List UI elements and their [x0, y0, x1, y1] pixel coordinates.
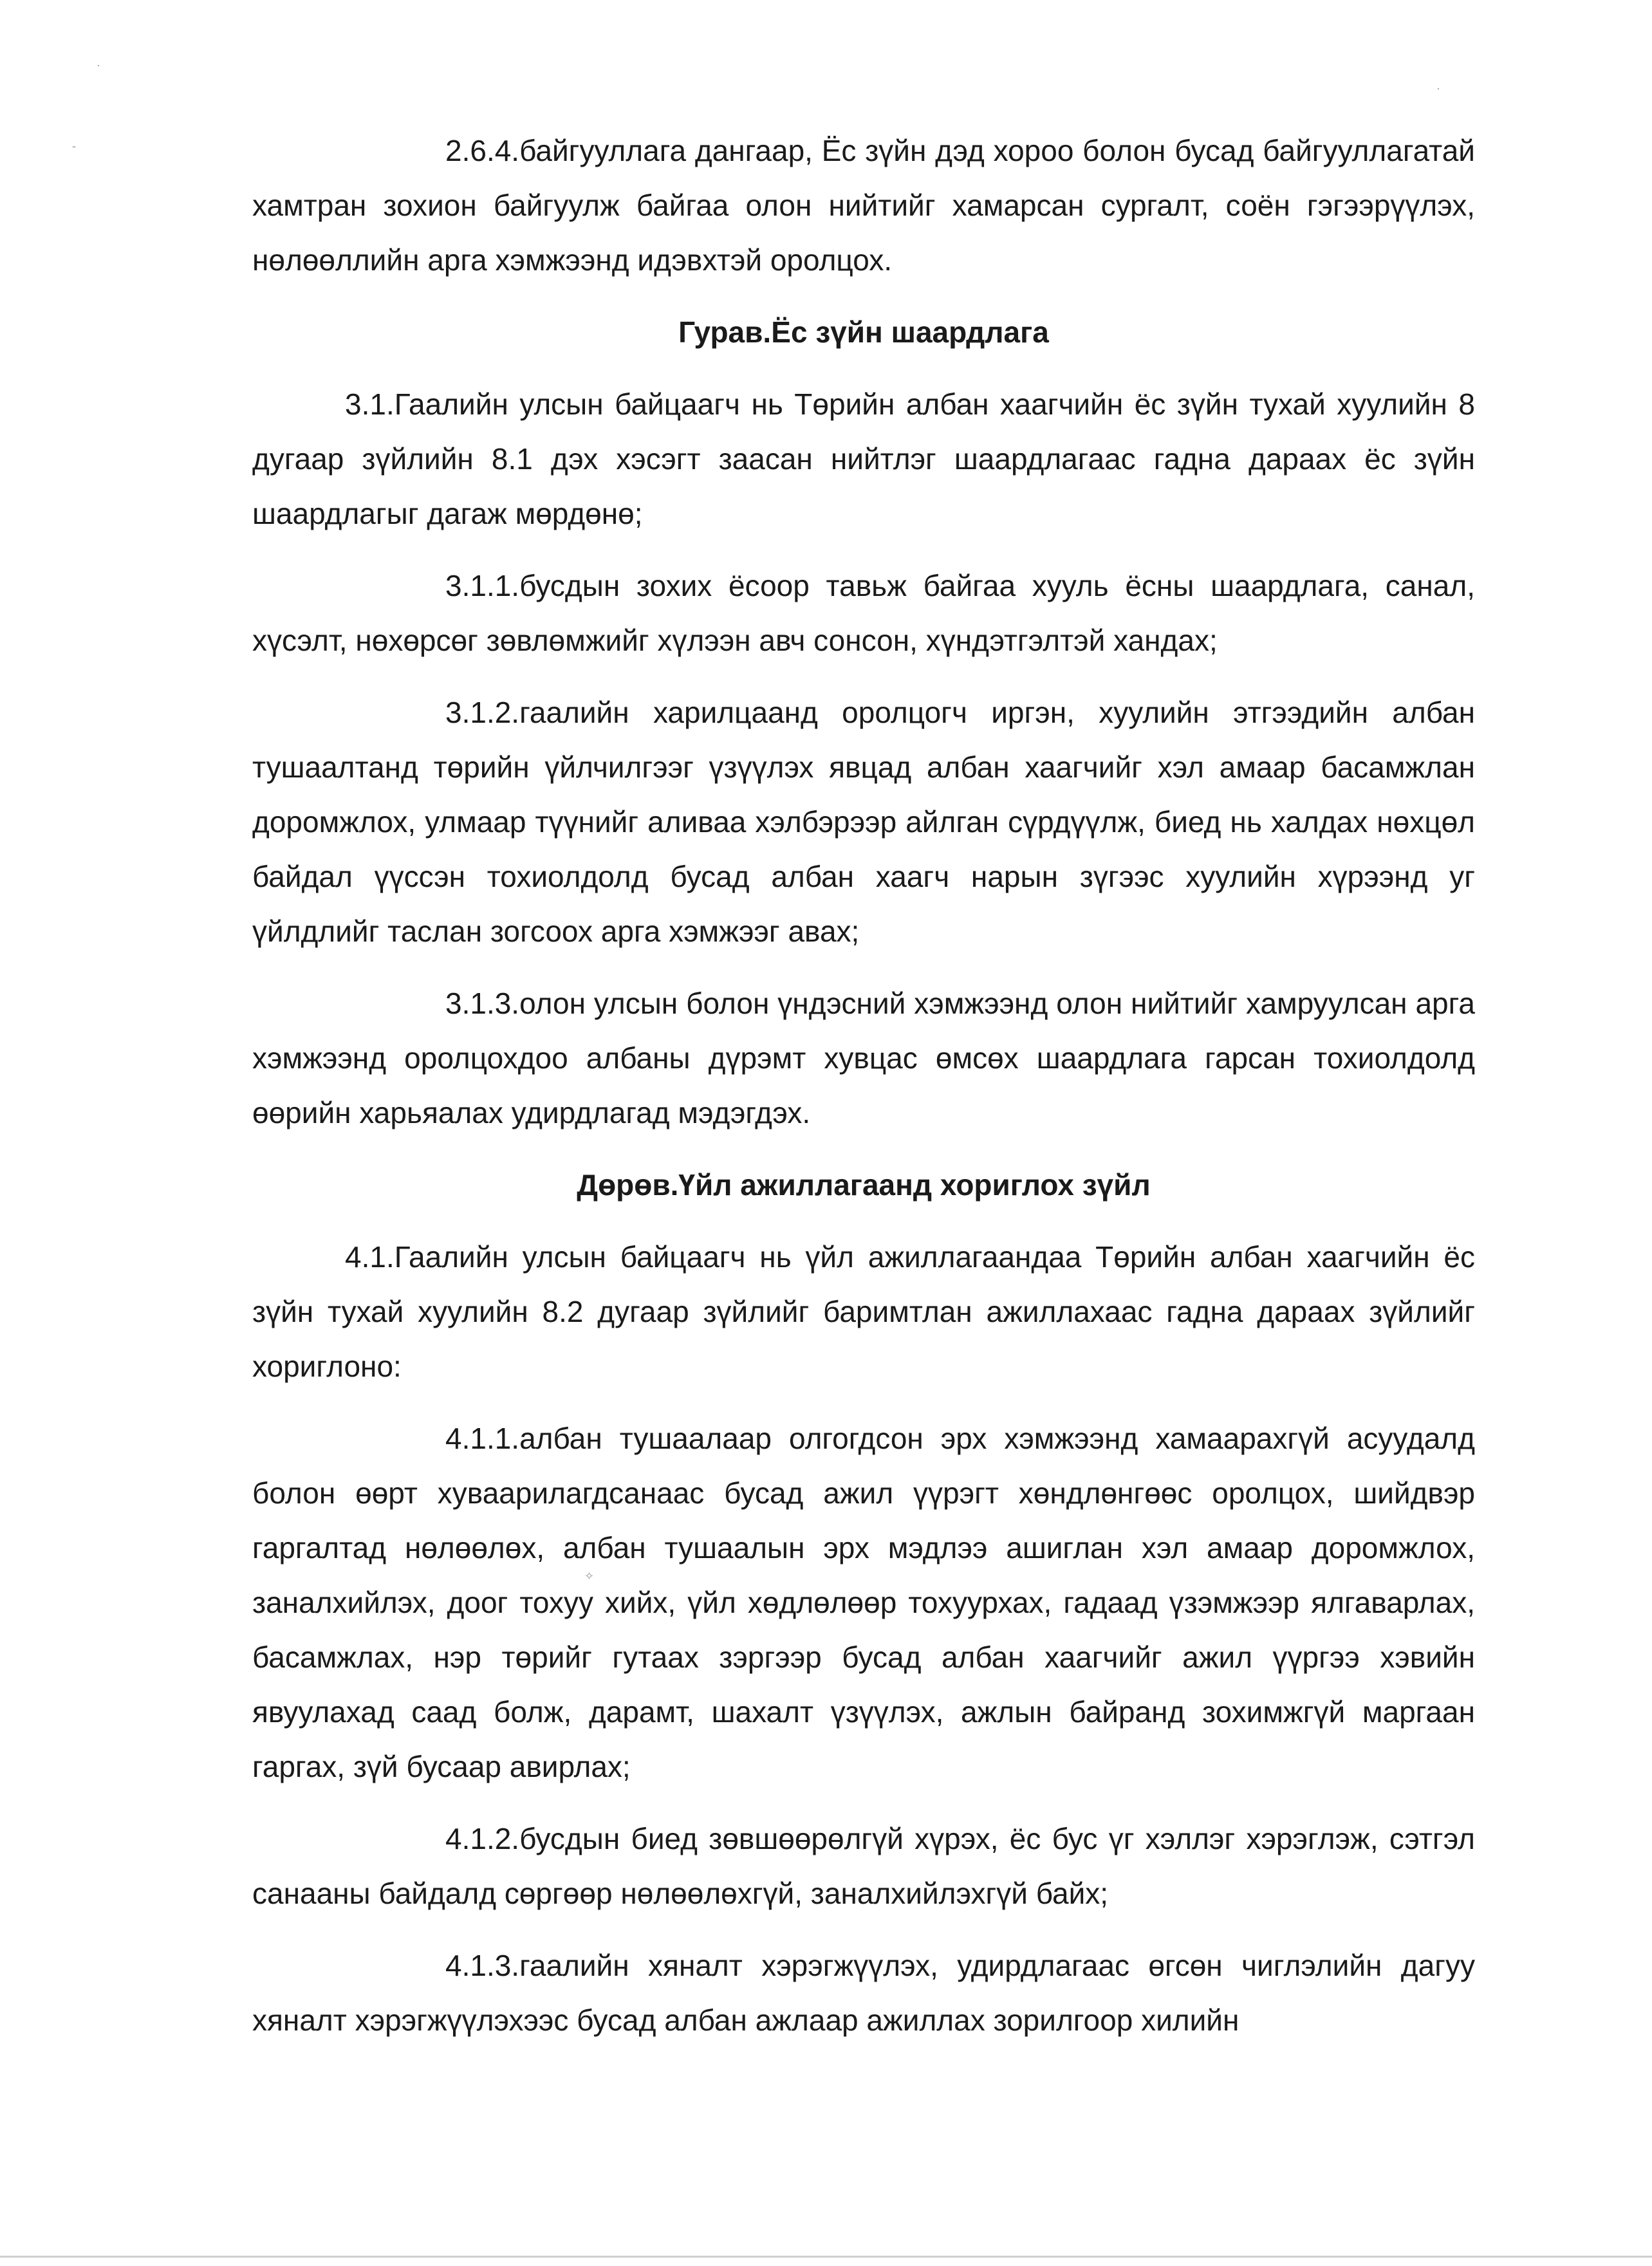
- clause-4-1-3: 4.1.3.гаалийн хяналт хэрэгжүүлэх, удирдлагаас өгсөн чиглэлийн дагуу хяналт хэрэгжүүлэхээс бусад албан ажлаар ажиллах зорилгоор хилийн: [252, 1949, 1475, 2037]
- scan-speck: ·: [97, 59, 100, 71]
- scan-speck: -: [72, 140, 76, 153]
- section-4-1: 4.1.Гаалийн улсын байцаагч нь үйл ажиллагаандаа Төрийн албан хаагчийн ёс зүйн тухай хуулийн 8.2 дугаар зүйлийг баримтлан ажиллахаас гадна дараах зүйлийг хориглоно:: [252, 1240, 1475, 1383]
- section-heading-4: Дөрөв.Үйл ажиллагаанд хориглох зүйл: [577, 1168, 1151, 1202]
- clause-3-1-3: 3.1.3.олон улсын болон үндэсний хэмжээнд олон нийтийг хамруулсан арга хэмжээнд оролцохдоо албаны дүрэмт хувцас өмсөх шаардлага гарсан тохиолдолд өөрийн харьяалах удирдлагад мэдэгдэх.: [252, 987, 1475, 1129]
- clause-4-1-2: 4.1.2.бусдын биед зөвшөөрөлгүй хүрэх, ёс бус үг хэллэг хэрэглэж, сэтгэл санааны байдалд сөргөөр нөлөөлөхгүй, заналхийлэхгүй байх;: [252, 1822, 1475, 1910]
- scan-speck: ✧: [584, 1570, 595, 1583]
- scan-speck: ·: [1436, 82, 1440, 95]
- clause-3-1-1: 3.1.1.бусдын зохих ёсоор тавьж байгаа хууль ёсны шаардлага, санал, хүсэлт, нөхөрсөг зөвлөмжийг хүлээн авч сонсон, хүндэтгэлтэй хандах;: [252, 569, 1475, 657]
- scan-bottom-edge: [0, 2256, 1652, 2258]
- section-heading-3: Гурав.Ёс зүйн шаардлага: [678, 315, 1049, 349]
- document-body: [252, 124, 1475, 2065]
- clause-3-1-2: 3.1.2.гаалийн харилцаанд оролцогч иргэн, хуулийн этгээдийн албан тушаалтанд төрийн үйлчилгээг үзүүлэх явцад албан хаагчийг хэл амаар басамжлан доромжлох, улмаар түүнийг аливаа хэлбэрээр айлган сүрдүүлж, биед нь халдах нөхцөл байдал үүссэн тохиолдолд бусад албан хаагч нарын зүгээс хуулийн хүрээнд уг үйлдлийг таслан зогсоох арга хэмжээг авах;: [252, 696, 1475, 948]
- clause-2-6-4: 2.6.4.байгууллага дангаар, Ёс зүйн дэд хороо болон бусад байгууллагатай хамтран зохион байгуулж байгаа олон нийтийг хамарсан сургалт, соён гэгээрүүлэх, нөлөөллийн арга хэмжээнд идэвхтэй оролцох.: [252, 134, 1475, 277]
- clause-4-1-1: 4.1.1.албан тушаалаар олгогдсон эрх хэмжээнд хамаарахгүй асуудалд болон өөрт хуваарилагдсанаас бусад ажил үүрэгт хөндлөнгөөс оролцох, шийдвэр гаргалтад нөлөөлөх, албан тушаалын эрх мэдлээ ашиглан хэл амаар доромжлох, заналхийлэх, доог тохуу хийх, үйл хөдлөлөөр тохуурхах, гадаад үзэмжээр ялгаварлах, басамжлах, нэр төрийг гутаах зэргээр бусад албан хаагчийг ажил үүргээ хэвийн явуулахад саад болж, дарамт, шахалт үзүүлэх, ажлын байранд зохимжгүй маргаан гаргах, зүй бусаар авирлах;: [252, 1422, 1475, 1783]
- section-3-1: 3.1.Гаалийн улсын байцаагч нь Төрийн албан хаагчийн ёс зүйн тухай хуулийн 8 дугаар зүйлийн 8.1 дэх хэсэгт заасан нийтлэг шаардлагаас гадна дараах ёс зүйн шаардлагыг дагаж мөрдөнө;: [252, 387, 1475, 530]
